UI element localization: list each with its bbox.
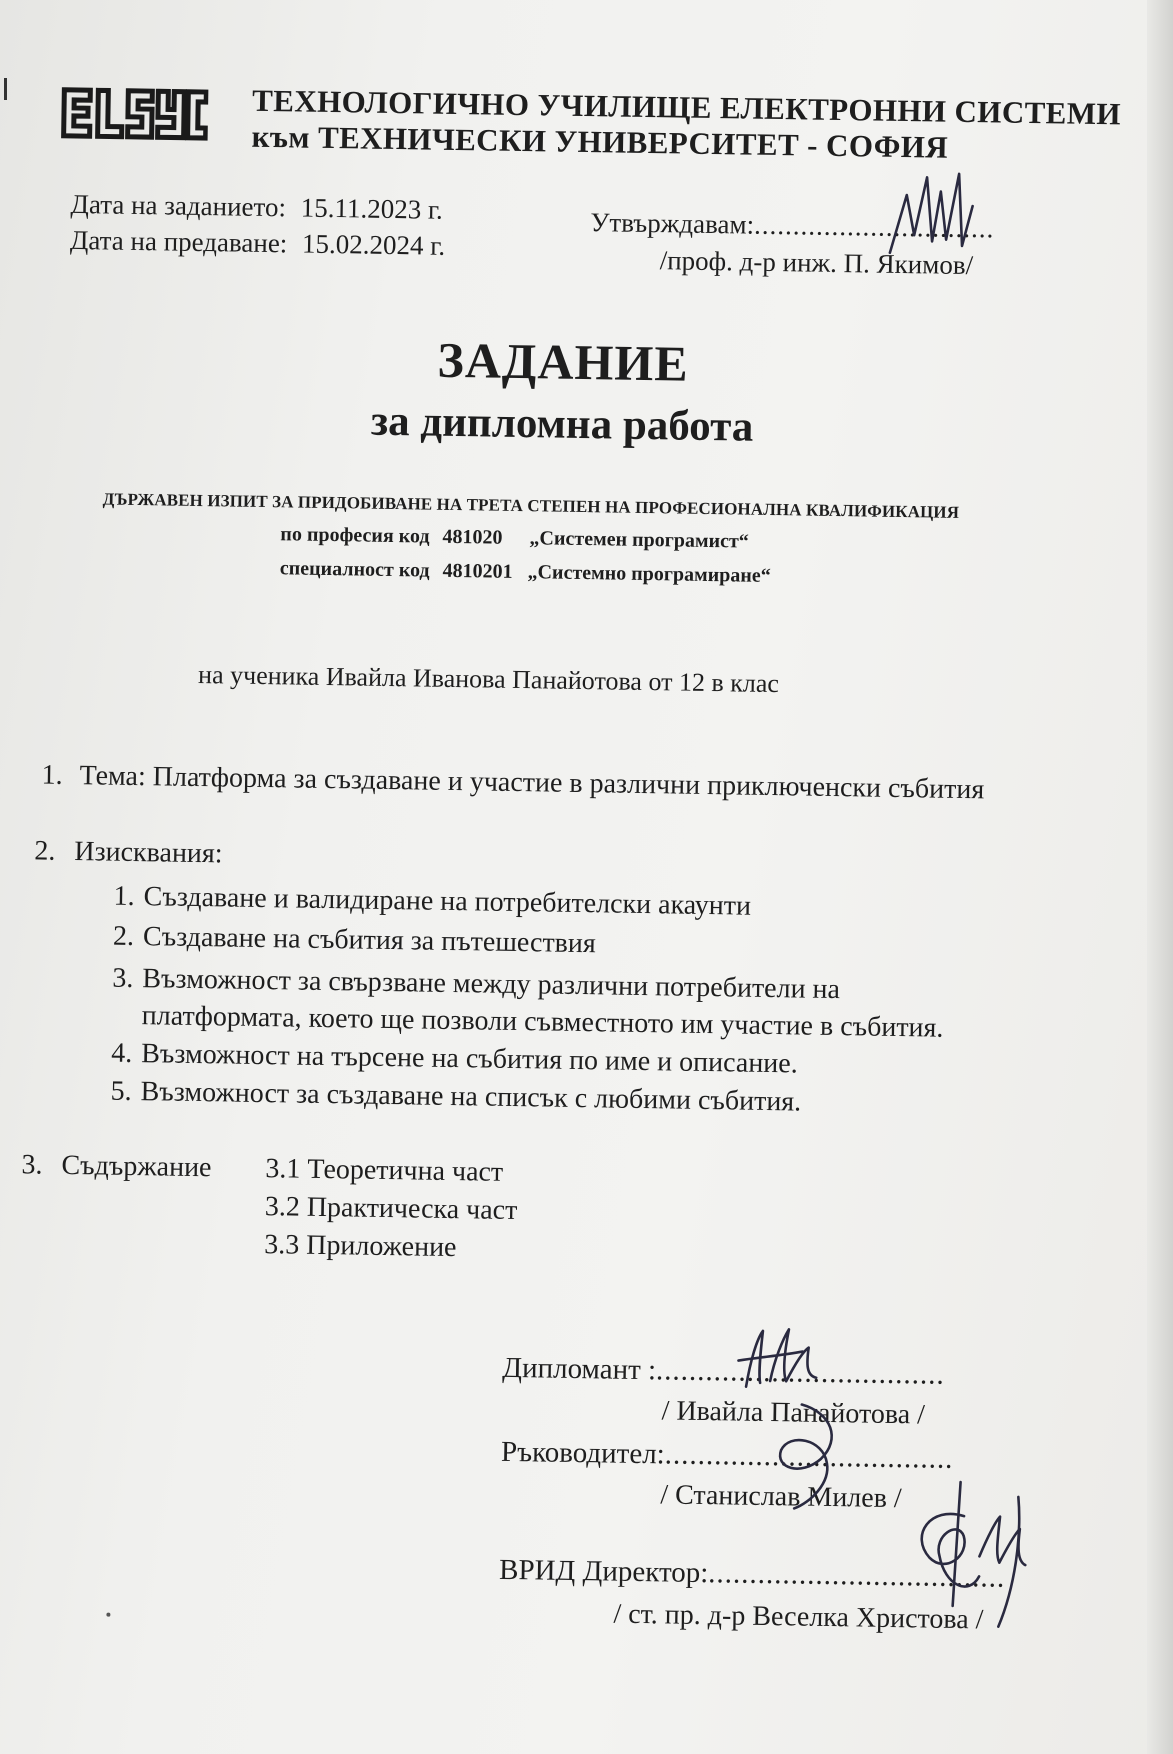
- content-number: 3.: [21, 1149, 43, 1181]
- graduate-dots: ...................................: [655, 1354, 946, 1391]
- requirement-continuation: платформата, което ще позволи съвместното им участие в събития.: [141, 1000, 944, 1044]
- graduate-name: / Ивайла Панайотова /: [661, 1395, 926, 1431]
- ink-dot: [106, 1613, 110, 1617]
- due-date-row: [70, 225, 446, 262]
- margin-mark: [4, 78, 7, 100]
- exam-description: ДЪРЖАВЕН ИЗПИТ ЗА ПРИДОБИВАНЕ НА ТРЕТА СТЕПЕН НА ПРОФЕСИОНАЛНА КВАЛИФИКАЦИЯ: [102, 489, 960, 522]
- specialty-label: специалност код: [279, 557, 430, 582]
- requirement-text: Създаване и валидиране на потребителски акаунти: [143, 881, 752, 922]
- elsys-logo: [60, 82, 209, 146]
- assigned-date-value: 15.11.2023 г.: [300, 192, 443, 225]
- due-date-value: 15.02.2024 г.: [301, 228, 446, 261]
- director-dots: ....................................: [708, 1557, 1006, 1594]
- requirement-number: 3.: [112, 962, 134, 994]
- school-name-line1: ТЕХНОЛОГИЧНО УЧИЛИЩЕ ЕЛЕКТРОННИ СИСТЕМИ: [251, 82, 1122, 132]
- profession-row: [280, 523, 749, 553]
- school-name-line2: към ТЕХНИЧЕСКИ УНИВЕРСИТЕТ - СОФИЯ: [251, 118, 949, 165]
- content-label: Съдържание: [61, 1149, 212, 1184]
- approval-label: Утвърждавам:: [590, 207, 755, 240]
- graduate-label: Дипломант :: [502, 1351, 657, 1387]
- content-item: 3.2 Практическа част: [264, 1191, 518, 1227]
- profession-label: по професия код: [280, 523, 430, 548]
- supervisor-row: [501, 1436, 954, 1476]
- profession-name: „Системен програмист“: [529, 527, 749, 553]
- requirement-text: Възможност за създаване на списък с любими събития.: [140, 1076, 802, 1118]
- requirement-item: [111, 1038, 798, 1081]
- logo-text: ELSYS: [133, 122, 137, 124]
- supervisor-signature: [760, 1398, 852, 1519]
- assigned-date-label: Дата на заданието:: [70, 188, 287, 223]
- content-item: 3.1 Теоретична част: [265, 1153, 504, 1188]
- student-line: на ученика Ивайла Иванова Панайотова от 12 в клас: [197, 659, 780, 699]
- document-subtitle: за дипломна работа: [370, 397, 754, 451]
- supervisor-name: / Станислав Милев /: [660, 1479, 902, 1515]
- requirement-item: [110, 1076, 801, 1119]
- graduate-signature: [732, 1320, 833, 1402]
- requirement-text: Възможност на търсене на събития по име и описание.: [140, 1038, 798, 1080]
- topic-number: 1.: [41, 759, 63, 791]
- graduate-row: [502, 1352, 945, 1392]
- director-label: ВРИД Директор:: [498, 1553, 709, 1590]
- director-name: / ст. пр. д-р Веселка Христова /: [613, 1598, 984, 1636]
- requirements-label: Изисквания:: [74, 836, 223, 870]
- supervisor-dots: ...................................: [664, 1438, 954, 1475]
- specialty-code: 4810201: [442, 559, 513, 583]
- due-date-label: Дата на предаване:: [69, 224, 288, 259]
- topic-text: Тема: Платформа за създаване и участие в различни приключенски събития: [79, 760, 985, 806]
- requirement-number: 1.: [113, 880, 135, 913]
- requirement-text: Създаване на събития за пътешествия: [142, 921, 597, 960]
- content-item: 3.3 Приложение: [263, 1229, 457, 1264]
- supervisor-label: Ръководител:: [500, 1435, 665, 1471]
- approver-signature: [880, 165, 992, 267]
- director-signature: [898, 1475, 1050, 1637]
- page-edge: [1147, 0, 1173, 1754]
- requirement-number: 4.: [110, 1037, 133, 1069]
- approval-dots: ...............................: [753, 209, 995, 244]
- assigned-date-row: [70, 189, 443, 226]
- document-title: ЗАДАНИЕ: [437, 331, 690, 392]
- profession-code: 481020: [442, 525, 503, 549]
- requirement-number: 5.: [110, 1075, 132, 1107]
- requirement-text: Възможност за свързване между различни потребители на: [142, 963, 841, 1006]
- specialty-name: „Системно програмиране“: [527, 561, 771, 587]
- specialty-row: [280, 557, 771, 588]
- approver-name: /проф. д-р инж. П. Якимов/: [659, 245, 974, 281]
- requirement-item: [113, 921, 596, 961]
- requirement-item: [113, 881, 751, 923]
- requirement-number: 2.: [112, 920, 135, 953]
- requirement-item: [112, 963, 840, 1006]
- requirements-number: 2.: [34, 835, 56, 867]
